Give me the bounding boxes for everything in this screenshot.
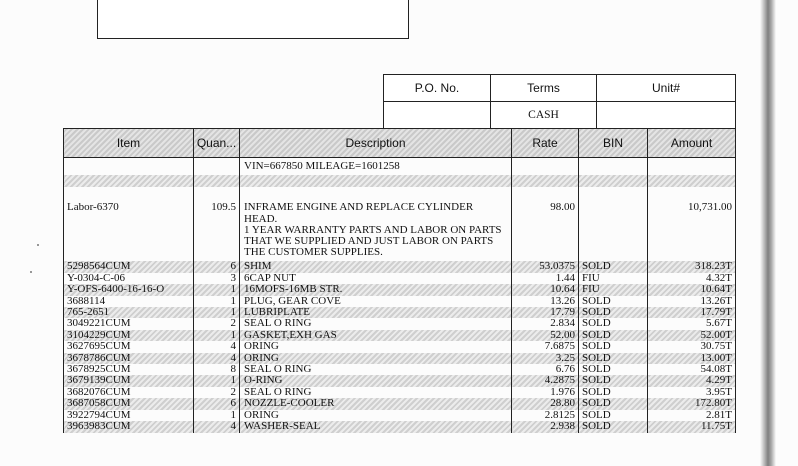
item-bin: SOLD xyxy=(579,364,648,375)
table-row xyxy=(64,318,736,329)
item-description: SEAL O RING xyxy=(240,318,512,329)
item-code: 3682076CUM xyxy=(64,387,194,398)
item-bin: SOLD xyxy=(579,318,648,329)
item-quantity: 1 xyxy=(194,296,240,307)
item-rate: 52.00 xyxy=(512,330,579,341)
terms-value: CASH xyxy=(491,102,597,129)
table-row xyxy=(64,387,736,398)
item-bin: SOLD xyxy=(579,410,648,421)
item-rate: 4.2875 xyxy=(512,375,579,386)
table-row xyxy=(64,273,736,284)
item-amount: 30.75T xyxy=(648,341,736,352)
item-description: 6CAP NUT xyxy=(240,273,512,284)
item-rate: 13.26 xyxy=(512,296,579,307)
item-quantity: 2 xyxy=(194,318,240,329)
item-quantity: 1 xyxy=(194,410,240,421)
item-description: ORING xyxy=(240,410,512,421)
item-bin: FIU xyxy=(579,273,648,284)
item-rate: 53.0375 xyxy=(512,261,579,272)
item-quantity: 3 xyxy=(194,273,240,284)
item-code: 3049221CUM xyxy=(64,318,194,329)
item-amount: 318.23T xyxy=(648,261,736,272)
item-rate: 2.834 xyxy=(512,318,579,329)
amount-column-header: Amount xyxy=(648,129,736,158)
table-row xyxy=(64,398,736,409)
item-code: 3687058CUM xyxy=(64,398,194,409)
item-description: GASKET,EXH GAS xyxy=(240,330,512,341)
item-code: 5298564CUM xyxy=(64,261,194,272)
table-row xyxy=(64,364,736,375)
item-quantity: 4 xyxy=(194,341,240,352)
vin-row xyxy=(64,158,736,176)
item-rate: 2.938 xyxy=(512,421,579,432)
unit-value xyxy=(597,102,736,129)
item-description: ORING xyxy=(240,353,512,364)
item-amount: 10.64T xyxy=(648,284,736,295)
labor-amount: 10,731.00 xyxy=(648,187,736,261)
item-code: 3678925CUM xyxy=(64,364,194,375)
po-no-header: P.O. No. xyxy=(384,75,491,102)
item-quantity: 1 xyxy=(194,375,240,386)
item-code: Y-0304-C-06 xyxy=(64,273,194,284)
item-amount: 17.79T xyxy=(648,307,736,318)
item-amount: 172.80T xyxy=(648,398,736,409)
labor-description: INFRAME ENGINE AND REPLACE CYLINDER HEAD. 1 YEAR WARRANTY PARTS AND LABOR ON PARTS THAT WE SUPPLIED AND JUST LABOR ON PARTS THE CUSTOMER SUPPLIES. xyxy=(240,187,512,261)
item-bin: SOLD xyxy=(579,398,648,409)
item-quantity: 1 xyxy=(194,284,240,295)
item-rate: 6.76 xyxy=(512,364,579,375)
item-quantity: 1 xyxy=(194,307,240,318)
item-description: WASHER-SEAL xyxy=(240,421,512,432)
unit-header: Unit# xyxy=(597,75,736,102)
item-quantity: 2 xyxy=(194,387,240,398)
scan-speck xyxy=(30,271,32,273)
description-column-header: Description xyxy=(240,129,512,158)
table-row xyxy=(64,375,736,386)
item-amount: 2.81T xyxy=(648,410,736,421)
line-items-table xyxy=(63,128,736,433)
item-quantity: 8 xyxy=(194,364,240,375)
item-code: Y-OFS-6400-16-16-O xyxy=(64,284,194,295)
item-amount: 4.29T xyxy=(648,375,736,386)
labor-item: Labor-6370 xyxy=(64,187,194,261)
bin-column-header: BIN xyxy=(579,129,648,158)
item-description: O-RING xyxy=(240,375,512,386)
item-bin: SOLD xyxy=(579,375,648,386)
scan-speck xyxy=(37,244,39,246)
item-code: 3963983CUM xyxy=(64,421,194,432)
item-description: NOZZLE-COOLER xyxy=(240,398,512,409)
item-code: 3922794CUM xyxy=(64,410,194,421)
item-amount: 5.67T xyxy=(648,318,736,329)
table-row xyxy=(64,307,736,318)
table-row xyxy=(64,261,736,272)
item-bin: FIU xyxy=(579,284,648,295)
item-description: ORING xyxy=(240,341,512,352)
item-quantity: 4 xyxy=(194,421,240,432)
item-bin: SOLD xyxy=(579,296,648,307)
table-row xyxy=(64,421,736,432)
item-code: 3104229CUM xyxy=(64,330,194,341)
item-description: 16MOFS-16MB STR. xyxy=(240,284,512,295)
quantity-column-header: Quan... xyxy=(194,129,240,158)
po-terms-table xyxy=(383,74,736,129)
item-description: SEAL O RING xyxy=(240,387,512,398)
item-column-header: Item xyxy=(64,129,194,158)
item-description: LUBRIPLATE xyxy=(240,307,512,318)
item-quantity: 6 xyxy=(194,261,240,272)
item-quantity: 6 xyxy=(194,398,240,409)
item-bin: SOLD xyxy=(579,353,648,364)
table-row xyxy=(64,284,736,295)
item-amount: 4.32T xyxy=(648,273,736,284)
spacer-row xyxy=(64,175,736,187)
item-rate: 28.80 xyxy=(512,398,579,409)
item-rate: 1.44 xyxy=(512,273,579,284)
labor-rate: 98.00 xyxy=(512,187,579,261)
item-rate: 7.6875 xyxy=(512,341,579,352)
item-rate: 1.976 xyxy=(512,387,579,398)
item-quantity: 4 xyxy=(194,353,240,364)
item-description: SHIM xyxy=(240,261,512,272)
labor-quantity: 109.5 xyxy=(194,187,240,261)
rate-column-header: Rate xyxy=(512,129,579,158)
item-code: 3688114 xyxy=(64,296,194,307)
table-row xyxy=(64,341,736,352)
table-row xyxy=(64,296,736,307)
item-bin: SOLD xyxy=(579,421,648,432)
item-bin: SOLD xyxy=(579,330,648,341)
terms-header: Terms xyxy=(491,75,597,102)
item-code: 3679139CUM xyxy=(64,375,194,386)
labor-row xyxy=(64,187,736,261)
address-box xyxy=(97,0,409,39)
item-description: SEAL O RING xyxy=(240,364,512,375)
item-bin: SOLD xyxy=(579,261,648,272)
item-bin: SOLD xyxy=(579,341,648,352)
table-row xyxy=(64,330,736,341)
item-code: 3678786CUM xyxy=(64,353,194,364)
item-amount: 3.95T xyxy=(648,387,736,398)
vin-mileage-line: VIN=667850 MILEAGE=1601258 xyxy=(240,158,512,176)
table-row xyxy=(64,353,736,364)
item-rate: 2.8125 xyxy=(512,410,579,421)
item-amount: 52.00T xyxy=(648,330,736,341)
item-amount: 13.00T xyxy=(648,353,736,364)
item-amount: 11.75T xyxy=(648,421,736,432)
item-rate: 3.25 xyxy=(512,353,579,364)
item-rate: 17.79 xyxy=(512,307,579,318)
labor-bin xyxy=(579,187,648,261)
item-rate: 10.64 xyxy=(512,284,579,295)
po-no-value xyxy=(384,102,491,129)
table-row xyxy=(64,410,736,421)
item-bin: SOLD xyxy=(579,307,648,318)
item-bin: SOLD xyxy=(579,387,648,398)
item-code: 3627695CUM xyxy=(64,341,194,352)
item-code: 765-2651 xyxy=(64,307,194,318)
item-amount: 13.26T xyxy=(648,296,736,307)
scan-edge-shadow xyxy=(760,0,776,466)
item-amount: 54.08T xyxy=(648,364,736,375)
item-quantity: 1 xyxy=(194,330,240,341)
item-description: PLUG, GEAR COVE xyxy=(240,296,512,307)
